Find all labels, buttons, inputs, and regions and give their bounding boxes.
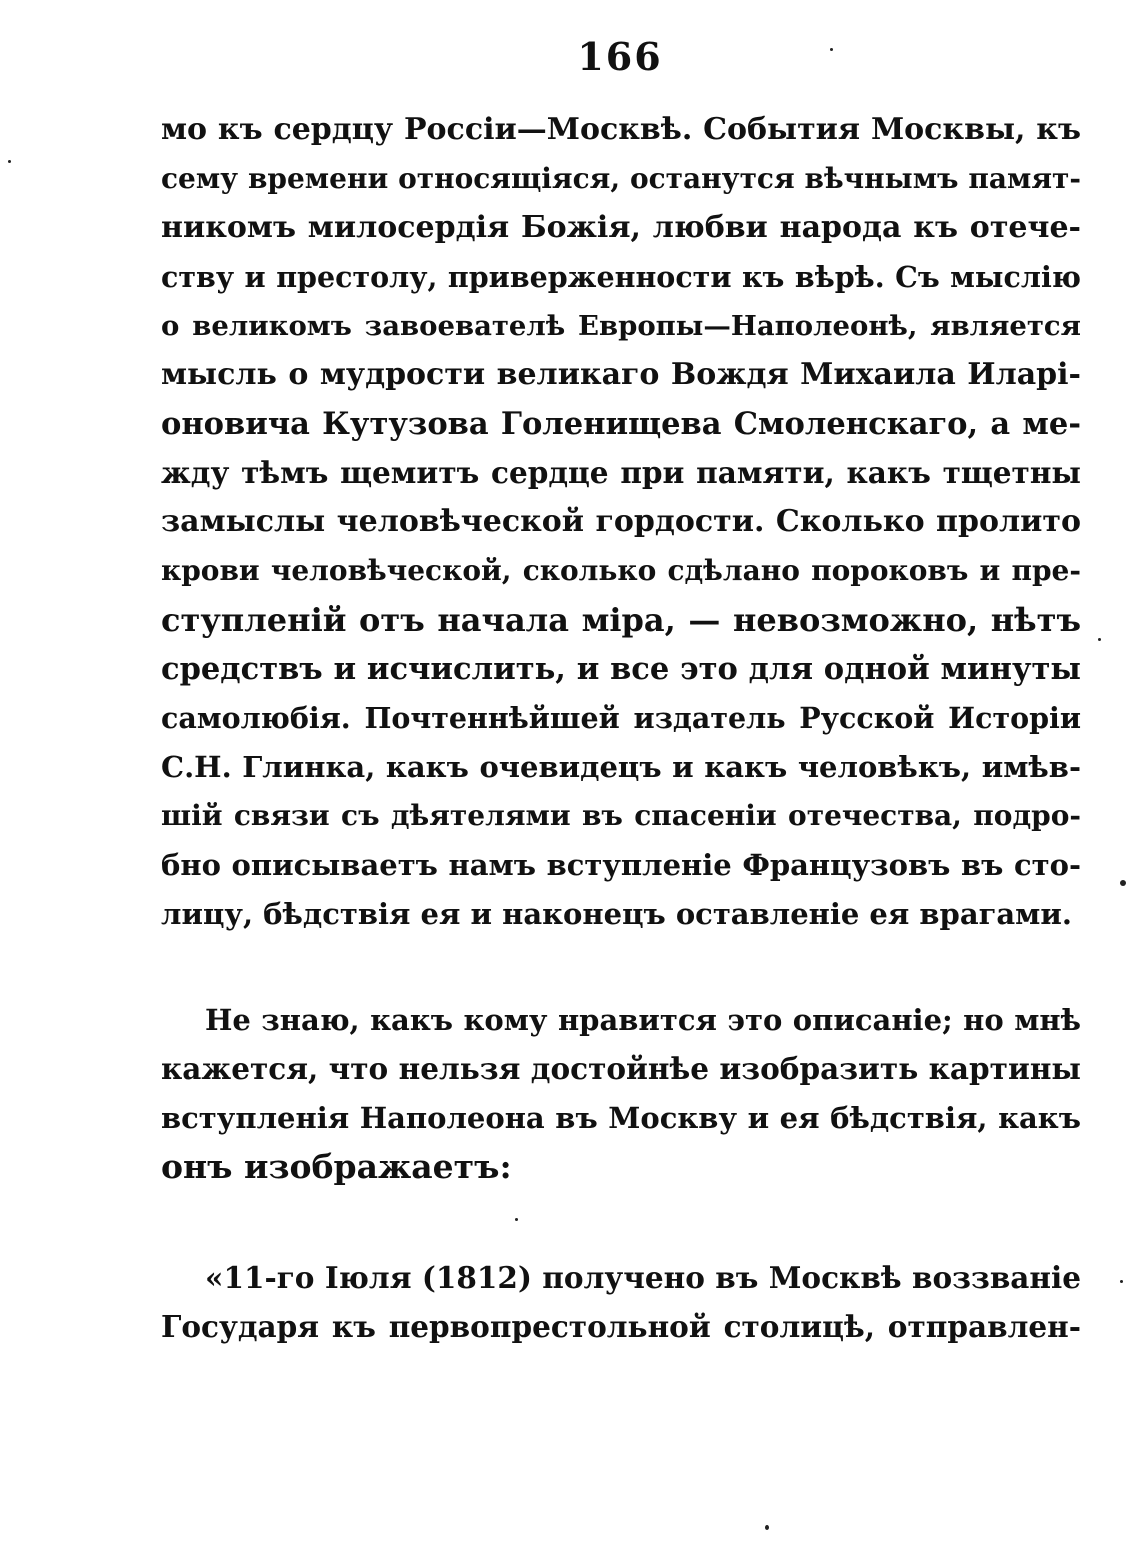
text-line: «11-го Іюля (1812) получено въ Москвѣ воззваніе [205,1260,1081,1295]
text-line: Не знаю, какъ кому нравится это описаніе; но мнѣ [205,1003,1081,1037]
text-line: никомъ милосердія Божія, любви народа къ отече- [161,210,1081,245]
text-line: кажется, что нельзя достойнѣе изобразить картины [161,1051,1081,1086]
text-line: замыслы человѣческой гордости. Сколько пролито [161,504,1081,539]
text-line: средствъ и исчислить, и все это для одной минуты [161,651,1081,687]
scan-speck [8,160,11,163]
text-line: самолюбія. Почтеннѣйшей издатель Русской Исторіи [161,701,1081,735]
scan-speck [1098,638,1101,641]
text-line: шій связи съ дѣятелями въ спасеніи отечества, подро- [161,799,1081,832]
text-line: оновича Кутузова Голенищева Смоленскаго, а ме- [161,406,1081,442]
text-line: ству и престолу, приверженности къ вѣрѣ. Съ мыслію [161,260,1081,294]
text-line: Государя къ первопрестольной столицѣ, отправлен- [161,1309,1081,1344]
text-line: о великомъ завоевателѣ Европы—Наполеонѣ, является [161,310,1081,342]
text-line: лицу, бѣдствія ея и наконецъ оставленіе ея врагами. [161,897,1072,931]
text-line: мо къ сердцу Россіи—Москвѣ. События Москвы, къ [161,112,1081,147]
scan-speck [765,1525,769,1530]
text-line: крови человѣческой, сколько сдѣлано пороковъ и пре- [161,554,1081,587]
page-number: 166 [577,34,663,79]
text-line: бно описываетъ намъ вступленіе Французовъ въ сто- [161,848,1081,882]
text-line: жду тѣмъ щемитъ сердце при памяти, какъ тщетны [161,455,1081,490]
scan-speck [1120,1280,1123,1283]
text-line: С.Н. Глинка, какъ очевидецъ и какъ человѣкъ, имѣв- [161,750,1081,784]
scan-speck [515,1218,518,1221]
text-line: вступленія Наполеона въ Москву и ея бѣдствія, какъ [161,1101,1081,1135]
text-line: сему времени относящіяся, останутся вѣчнымъ памят- [161,162,1081,195]
scan-speck [1120,880,1126,886]
scan-speck [830,48,833,51]
text-line: ступленій отъ начала міра, — невозможно, нѣтъ [161,601,1081,639]
text-line: онъ изображаетъ: [161,1147,512,1186]
text-line: мысль о мудрости великаго Вождя Михаила Иларі- [161,357,1081,392]
